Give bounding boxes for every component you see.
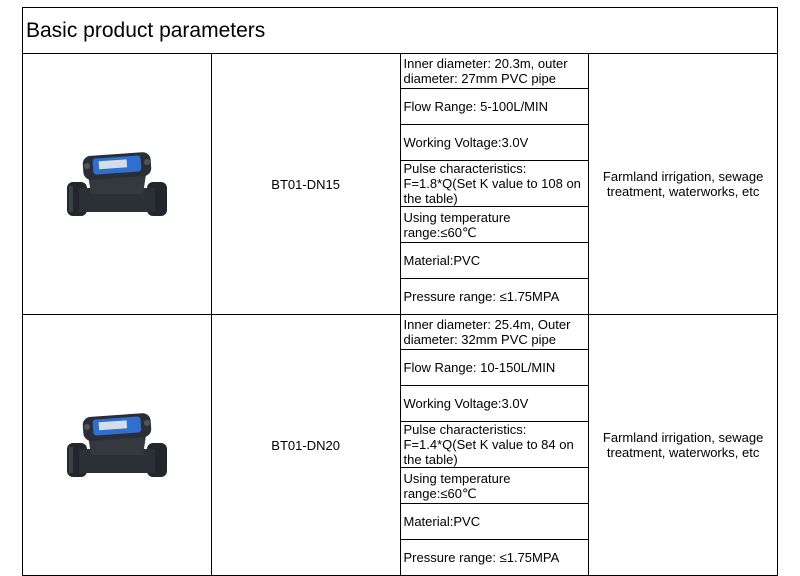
flow-meter-icon: [63, 138, 171, 230]
product-parameters-table: [22, 7, 778, 576]
param-flow-range: Flow Range: 10-150L/MIN: [400, 350, 589, 386]
param-material: Material:PVC: [400, 504, 589, 540]
model-name: BT01-DN20: [211, 315, 400, 576]
param-pressure-range: Pressure range: ≤1.75MPA: [400, 540, 589, 576]
param-pulse-characteristics: Pulse characteristics: F=1.4*Q(Set K value to 84 on the table): [400, 422, 589, 468]
param-flow-range: Flow Range: 5-100L/MIN: [400, 89, 589, 125]
param-working-voltage: Working Voltage:3.0V: [400, 125, 589, 161]
product-image-cell: [23, 315, 212, 576]
param-material: Material:PVC: [400, 243, 589, 279]
param-pulse-characteristics: Pulse characteristics: F=1.8*Q(Set K value to 108 on the table): [400, 161, 589, 207]
table-title: Basic product parameters: [23, 8, 778, 54]
flow-meter-icon: [63, 399, 171, 491]
param-pressure-range: Pressure range: ≤1.75MPA: [400, 279, 589, 315]
product-image-cell: [23, 54, 212, 315]
param-temperature-range: Using temperature range:≤60℃: [400, 207, 589, 243]
param-working-voltage: Working Voltage:3.0V: [400, 386, 589, 422]
table-row: [23, 315, 778, 350]
param-temperature-range: Using temperature range:≤60℃: [400, 468, 589, 504]
model-name: BT01-DN15: [211, 54, 400, 315]
application-text: Farmland irrigation, sewage treatment, waterworks, etc: [589, 54, 778, 315]
application-text: Farmland irrigation, sewage treatment, waterworks, etc: [589, 315, 778, 576]
param-inner-diameter: Inner diameter: 25.4m, Outer diameter: 32mm PVC pipe: [400, 315, 589, 350]
param-inner-diameter: Inner diameter: 20.3m, outer diameter: 27mm PVC pipe: [400, 54, 589, 89]
table-row: [23, 54, 778, 89]
